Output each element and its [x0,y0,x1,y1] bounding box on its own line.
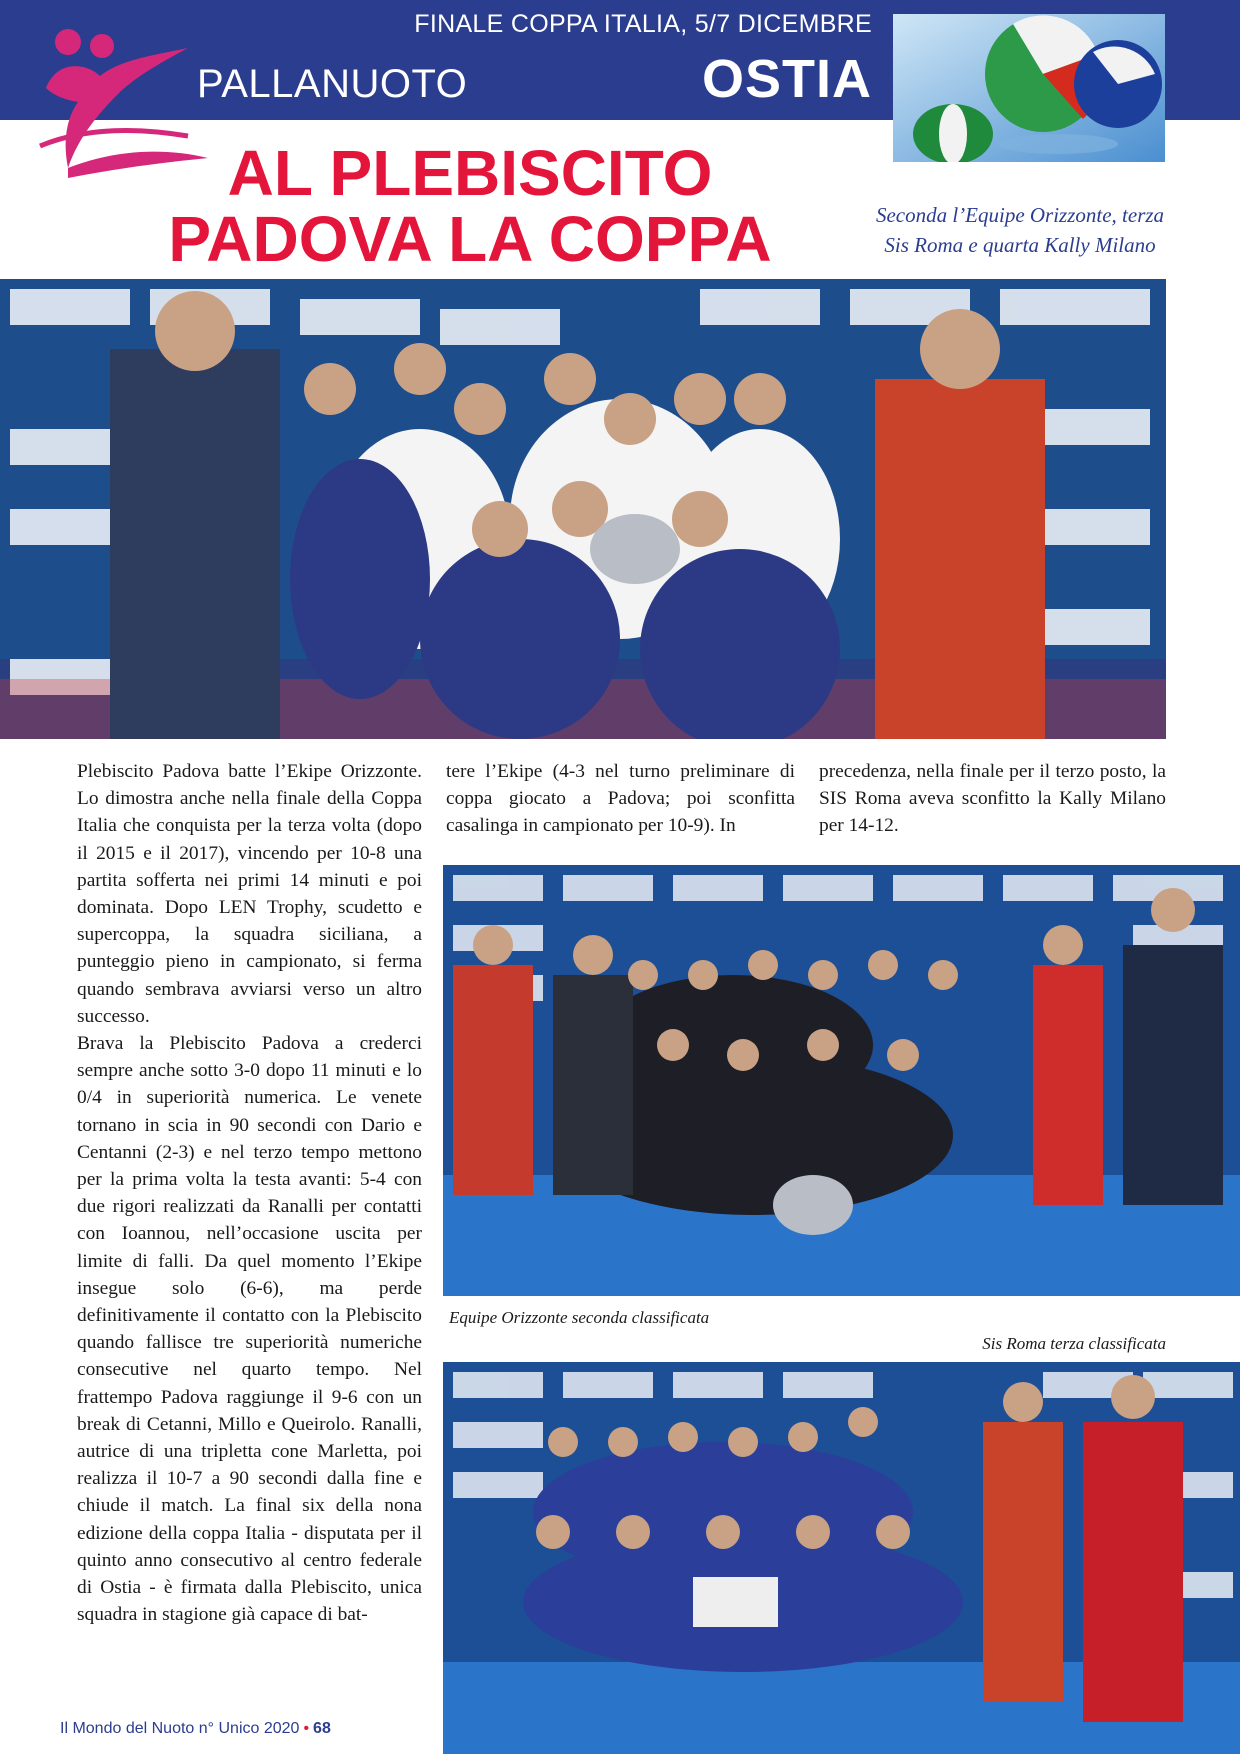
event-label: FINALE COPPA ITALIA, 5/7 DICEMBRE [414,10,872,38]
subhead-line-1: Seconda l’Equipe Orizzonte, terza [875,203,1165,227]
place-label: OSTIA [701,49,872,109]
sis-roma-team-photo [443,1362,1240,1754]
subheadline [870,200,1170,260]
page-footer [60,1720,331,1738]
article-paragraph: Plebiscito Padova batte l’Ekipe Orizzonte. Lo dimostra anche nella finale della Coppa Italia che conquista per la terza volta (dopo il 2015 e il 2017), vincendo per 10-8 una partita sofferta nei primi 14 minuti e poi dominata. Dopo LEN Trophy, scudetto e supercoppa, la squadra siciliana, a punteggio pieno in campionato, si ferma quando sembrava avviarsi verso un altro successo. [77,761,422,1027]
photo-caption: Equipe Orizzonte seconda classificata [449,1308,710,1327]
article-column-1 [77,758,422,1629]
photo-caption: Sis Roma terza classificata [982,1334,1166,1353]
main-team-photo [0,279,1166,739]
footer-separator: • [303,1720,310,1737]
article-paragraph: tere l’Ekipe (4-3 nel turno preliminare di coppa giocato a Padova; poi sconfitta casalinga in campionato per 10-9). In [446,761,795,837]
article-paragraph: precedenza, nella finale per il terzo posto, la SIS Roma aveva sconfitto la Kally Milano per 14-12. [819,761,1166,837]
page-number: 68 [313,1720,331,1737]
section-title: PALLANUOTO [197,62,468,106]
article-column-3 [819,758,1166,840]
article-column-2 [446,758,795,840]
subhead-line-2: Sis Roma e quarta Kally Milano [884,233,1156,257]
logo-ball-icon [55,29,81,55]
headline-line-1: AL PLEBISCITO [227,137,713,209]
article-paragraph: Brava la Plebiscito Padova a crederci sempre anche sotto 3-0 dopo 11 minuti e lo 0/4 in superiorità numerica. Le venete tornano in scia in 90 secondi con Dario e Centanni (2-3) e nel terzo tempo mettono per la prima volta la testa avanti: 5-4 con due rigori realizzati da Ranalli per contatti con Ioannou, nell’occasione uscita per limite di falli. Da quel momento l’Ekipe insegue solo (6-6), ma perde definitivamente il contatto con la Plebiscito quando fallisce tre superiorità numeriche consecutive nel quarto tempo. Nel frattempo Padova raggiunge il 9-6 con un break di Cetanni, Millo e Queirolo. Ranalli, autrice di una tripletta cone Marletta, poi realizza il 10-7 a 90 secondi dalla fine e chiude il match. La final six della nona edizione della coppa Italia - disputata per il quinto anno consecutivo al centro federale di Ostia - è firmata dalla Plebiscito, unica squadra in stagione già capace di bat- [77,1033,422,1626]
magazine-name: Il Mondo del Nuoto n° Unico 2020 [60,1720,300,1737]
water-polo-ball-photo [893,14,1165,162]
headline-line-2: PADOVA LA COPPA [168,203,772,275]
equipe-orizzonte-team-photo [443,865,1240,1296]
